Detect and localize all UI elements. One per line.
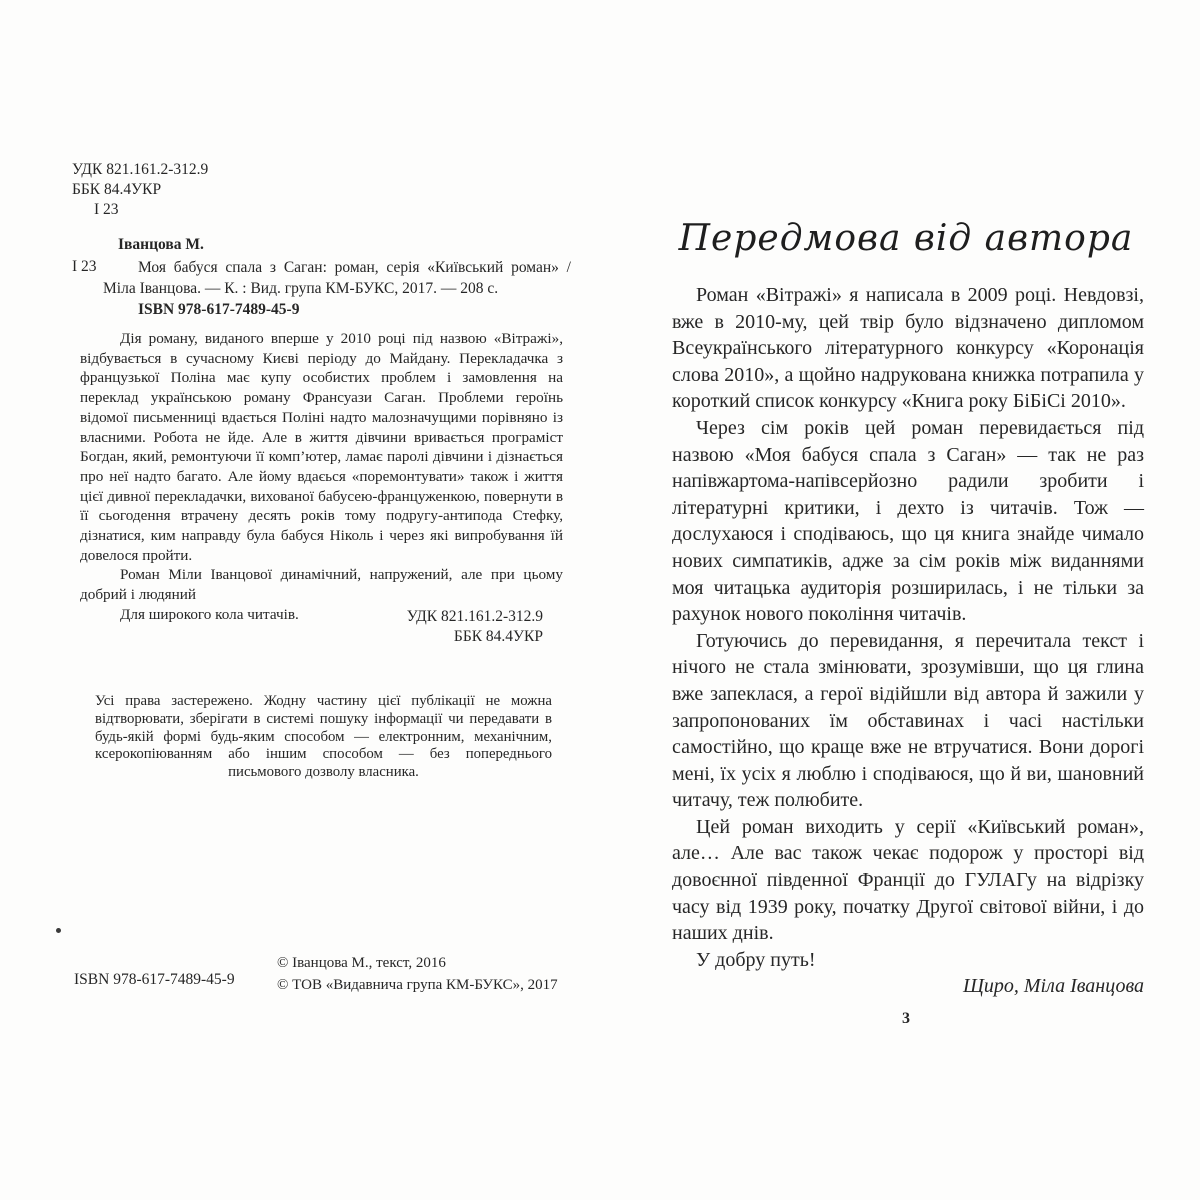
- preface-paragraph: Готуючись до перевидання, я перечитала текст і нічого не стала змінювати, зрозумівши, що ця глина вже запеклася, а герої відійшли від автора й зажили у запропонованих їм обставинах і часі настільки самостійно, що краще вже не втручатися. Вони дорогі мені, їх усіх я люблю і сподіваюся, що й ви, шановний читачу, теж полюбите.: [672, 629, 1144, 812]
- preface-paragraph: У добру путь!: [696, 948, 816, 971]
- author-heading: Іванцова М.: [118, 236, 204, 253]
- record-index-label: І 23: [72, 258, 97, 275]
- bbk-code: ББК 84.4УКР: [72, 181, 162, 198]
- preface-body: [672, 282, 1144, 1000]
- annotation-paragraph: Для широкого кола читачів.: [120, 605, 299, 623]
- cataloging-codes-right: [343, 607, 543, 646]
- udc-code: УДК 821.161.2-312.9: [72, 161, 209, 178]
- cataloging-codes-top: [72, 160, 208, 220]
- rights-notice: Усі права застережено. Жодну частину цієї публікації не можна відтворювати, зберігати в системі пошуку інформації чи передавати в будь-якій формі будь-яким способом — електронним, механічним, ксерокопіюванням або іншим способом — без попереднього письмового дозволу власника.: [95, 693, 552, 781]
- copyright-publisher: © ТОВ «Видавнича група КМ-БУКС», 2017: [277, 976, 558, 993]
- scan-speck: [56, 928, 61, 933]
- copyright-author: © Іванцова М., текст, 2016: [277, 955, 446, 971]
- isbn-top: ISBN 978-617-7489-45-9: [138, 301, 300, 318]
- page-number: 3: [902, 1010, 910, 1027]
- udc-code: УДК 821.161.2-312.9: [406, 608, 543, 625]
- isbn-bottom: ISBN 978-617-7489-45-9: [74, 971, 235, 988]
- preface-paragraph: Цей роман виходить у серії «Київський роман», але… Але вас також чекає подорож у просторі від довоєнної південної Франції до ГУЛАГу на відрізку часу від 1939 року, початку Другої світової війни, і до наших днів.: [672, 815, 1144, 945]
- preface-paragraph: Через сім років цей роман перевидається під назвою «Моя бабуся спала з Саган» — так не раз напівжартома-напівсерйозно радили зробити і літературні критики, і дехто із читачів. Тож — дослухаюся і сподіваюсь, що ця книга знайде чимало нових симпатиків, адже за сім років між виданнями моя читацька аудиторія розширилась, і не тільки за рахунок нового покоління читачів.: [672, 416, 1144, 626]
- preface-paragraph: Роман «Вітражі» я написала в 2009 році. Невдовзі, вже в 2010-му, цей твір було відзначено дипломом Всеукраїнського літературного конкурсу «Коронація слова 2010», а щойно надрукована книжка потрапила у короткий список конкурсу «Книга року БіБіСі 2010».: [672, 284, 1144, 413]
- annotation-paragraph: Роман Міли Іванцової динамічний, напружений, але при цьому добрий і людяний: [80, 566, 563, 604]
- annotation-paragraph: Дія роману, виданого вперше у 2010 році під назвою «Вітражі», відбувається в сучасному Києві періоду до Майдану. Перекладачка з французької Поліна має купу особистих проблем і замовлення на переклад українською роману Франсуази Саган. Проблеми героїнь відомої письменниці вдається Поліні надто малозначущими порівняно із власними. Робота не йде. Але в життя дівчини вривається програміст Богдан, який, ремонтуючи її комп’ютер, ламає паролі дівчини і дізнається про неї надто багато. Але йому вдаєься «поремонтувати» також і життя цієї дивної перекладачки, вихованої бабусею-француженкою, повернути в її сьогодення втрачену десять років тому подругу-антипода Стефку, дізнатися, ким направду була бабуся Ніколь і через які випробування їй довелося пройти.: [80, 330, 563, 564]
- bbk-code: ББК 84.4УКР: [453, 627, 543, 645]
- copyright-block: [277, 953, 558, 996]
- author-index-code: І 23: [94, 201, 119, 218]
- preface-title: Передмова від автора: [678, 218, 1134, 259]
- bibliographic-record: Моя бабуся спала з Саган: роман, серія «Київський роман» / Міла Іванцова. — К. : Вид. група КМ-БУКС, 2017. — 208 с.: [103, 259, 571, 297]
- annotation-block: [80, 329, 563, 625]
- author-signature: Щиро, Міла Іванцова: [963, 975, 1144, 998]
